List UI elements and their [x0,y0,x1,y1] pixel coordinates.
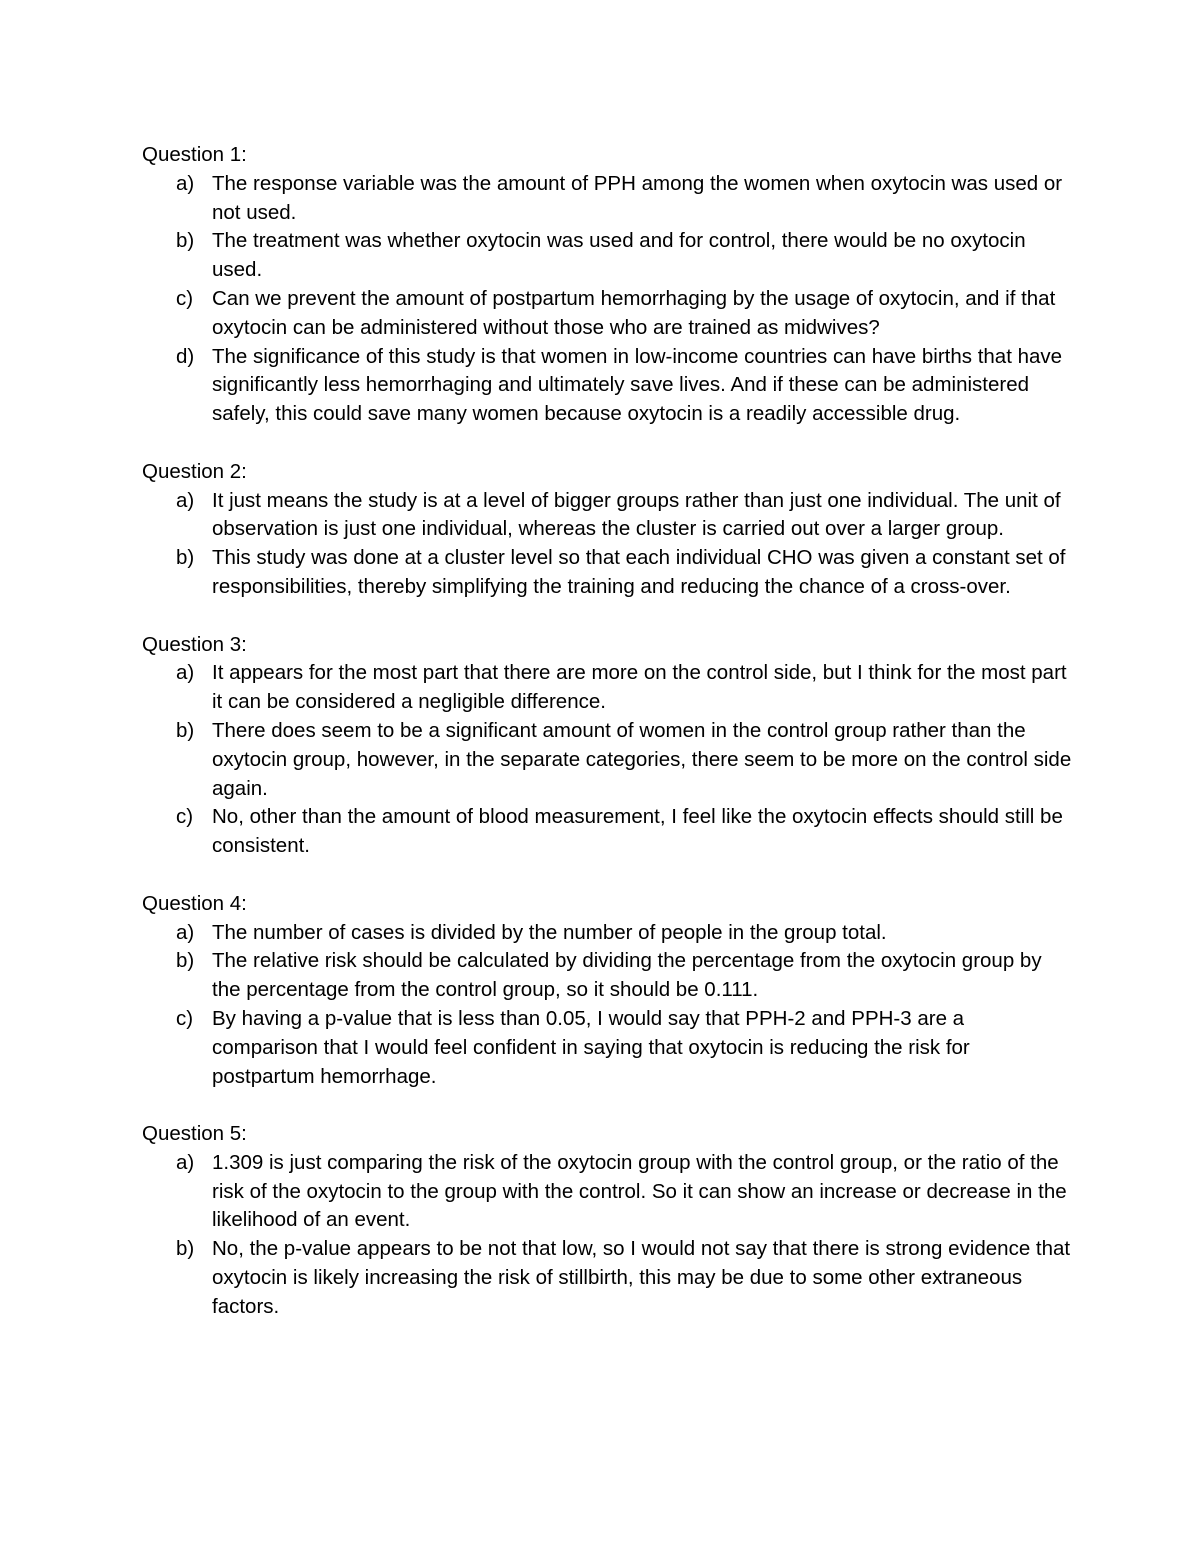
answer-item [142,170,1072,228]
answer-text: Can we prevent the amount of postpartum hemorrhaging by the usage of oxytocin, and if that oxytocin can be administered without those who are trained as midwives? [212,286,1056,339]
question-title: Question 4: [142,891,247,915]
answer-letter: b) [176,546,195,570]
answer-letter: c) [176,805,194,829]
answer-text: By having a p-value that is less than 0.05, I would say that PPH-2 and PPH-3 are a comparison that I would feel confident in saying that oxytocin is reducing the risk for postpartum hemorrhage. [212,1006,970,1088]
answer-text: There does seem to be a significant amount of women in the control group rather than the oxytocin group, however, in the separate categories, there seem to be more on the control side again. [212,718,1072,800]
answer-text: The treatment was whether oxytocin was used and for control, there would be no oxytocin used. [212,229,1026,282]
answer-letter: a) [176,488,195,512]
document-body [142,141,1072,1350]
answer-text: The number of cases is divided by the number of people in the group total. [212,920,887,944]
answer-item [142,227,1072,285]
answer-letter: a) [176,661,195,685]
question-section-1 [142,141,1072,429]
answer-letter: a) [176,171,195,195]
answer-text: The response variable was the amount of PPH among the women when oxytocin was used or not used. [212,171,1063,224]
answer-item [142,717,1072,803]
answer-letter: b) [176,229,195,253]
answer-item [142,1005,1072,1091]
answer-letter: d) [176,344,195,368]
question-section-2 [142,458,1072,602]
answer-text: No, other than the amount of blood measurement, I feel like the oxytocin effects should still be consistent. [212,805,1063,858]
question-title: Question 5: [142,1122,247,1146]
answer-item [142,1149,1072,1235]
answer-letter: a) [176,1150,195,1174]
answer-item [142,947,1072,1005]
answer-text: This study was done at a cluster level so that each individual CHO was given a constant set of responsibilities, thereby simplifying the training and reducing the chance of a cross-over. [212,546,1066,598]
answer-letter: b) [176,1237,195,1261]
answer-text: No, the p-value appears to be not that low, so I would not say that there is strong evidence that oxytocin is likely increasing the risk of stillbirth, this may be due to some other extraneous factors. [212,1237,1071,1318]
answer-letter: b) [176,949,195,973]
question-title: Question 3: [142,632,247,656]
answer-letter: c) [176,286,194,310]
question-title: Question 2: [142,459,247,483]
question-section-4 [142,890,1072,1092]
answer-text: The significance of this study is that women in low-income countries can have births that have significantly less hemorrhaging and ultimately save lives. And if these can be administered safely, this could save many women because oxytocin is a readily accessible drug. [212,344,1063,426]
question-section-5 [142,1120,1072,1322]
answer-letter: b) [176,718,195,742]
question-title: Question 1: [142,143,247,166]
answer-item [142,1235,1072,1321]
answer-item [142,487,1072,545]
answer-item [142,659,1072,717]
answer-text: It just means the study is at a level of bigger groups rather than just one individual. The unit of observation is just one individual, whereas the cluster is carried out over a larger group. [212,488,1061,541]
question-section-3 [142,631,1072,861]
answer-item [142,285,1072,343]
answer-letter: c) [176,1006,194,1030]
answer-item [142,544,1072,602]
answer-text: 1.309 is just comparing the risk of the oxytocin group with the control group, or the ratio of the risk of the oxytocin to the group with the control. So it can show an increase or decrease in the likelihood of an event. [212,1150,1067,1232]
answer-item [142,343,1072,429]
answer-letter: a) [176,920,195,944]
answer-text: It appears for the most part that there are more on the control side, but I think for the most part it can be considered a negligible difference. [212,661,1067,714]
answer-item [142,803,1072,861]
answer-item [142,919,1072,948]
answer-text: The relative risk should be calculated by dividing the percentage from the oxytocin group by the percentage from the control group, so it should be 0.111. [212,949,1042,1002]
